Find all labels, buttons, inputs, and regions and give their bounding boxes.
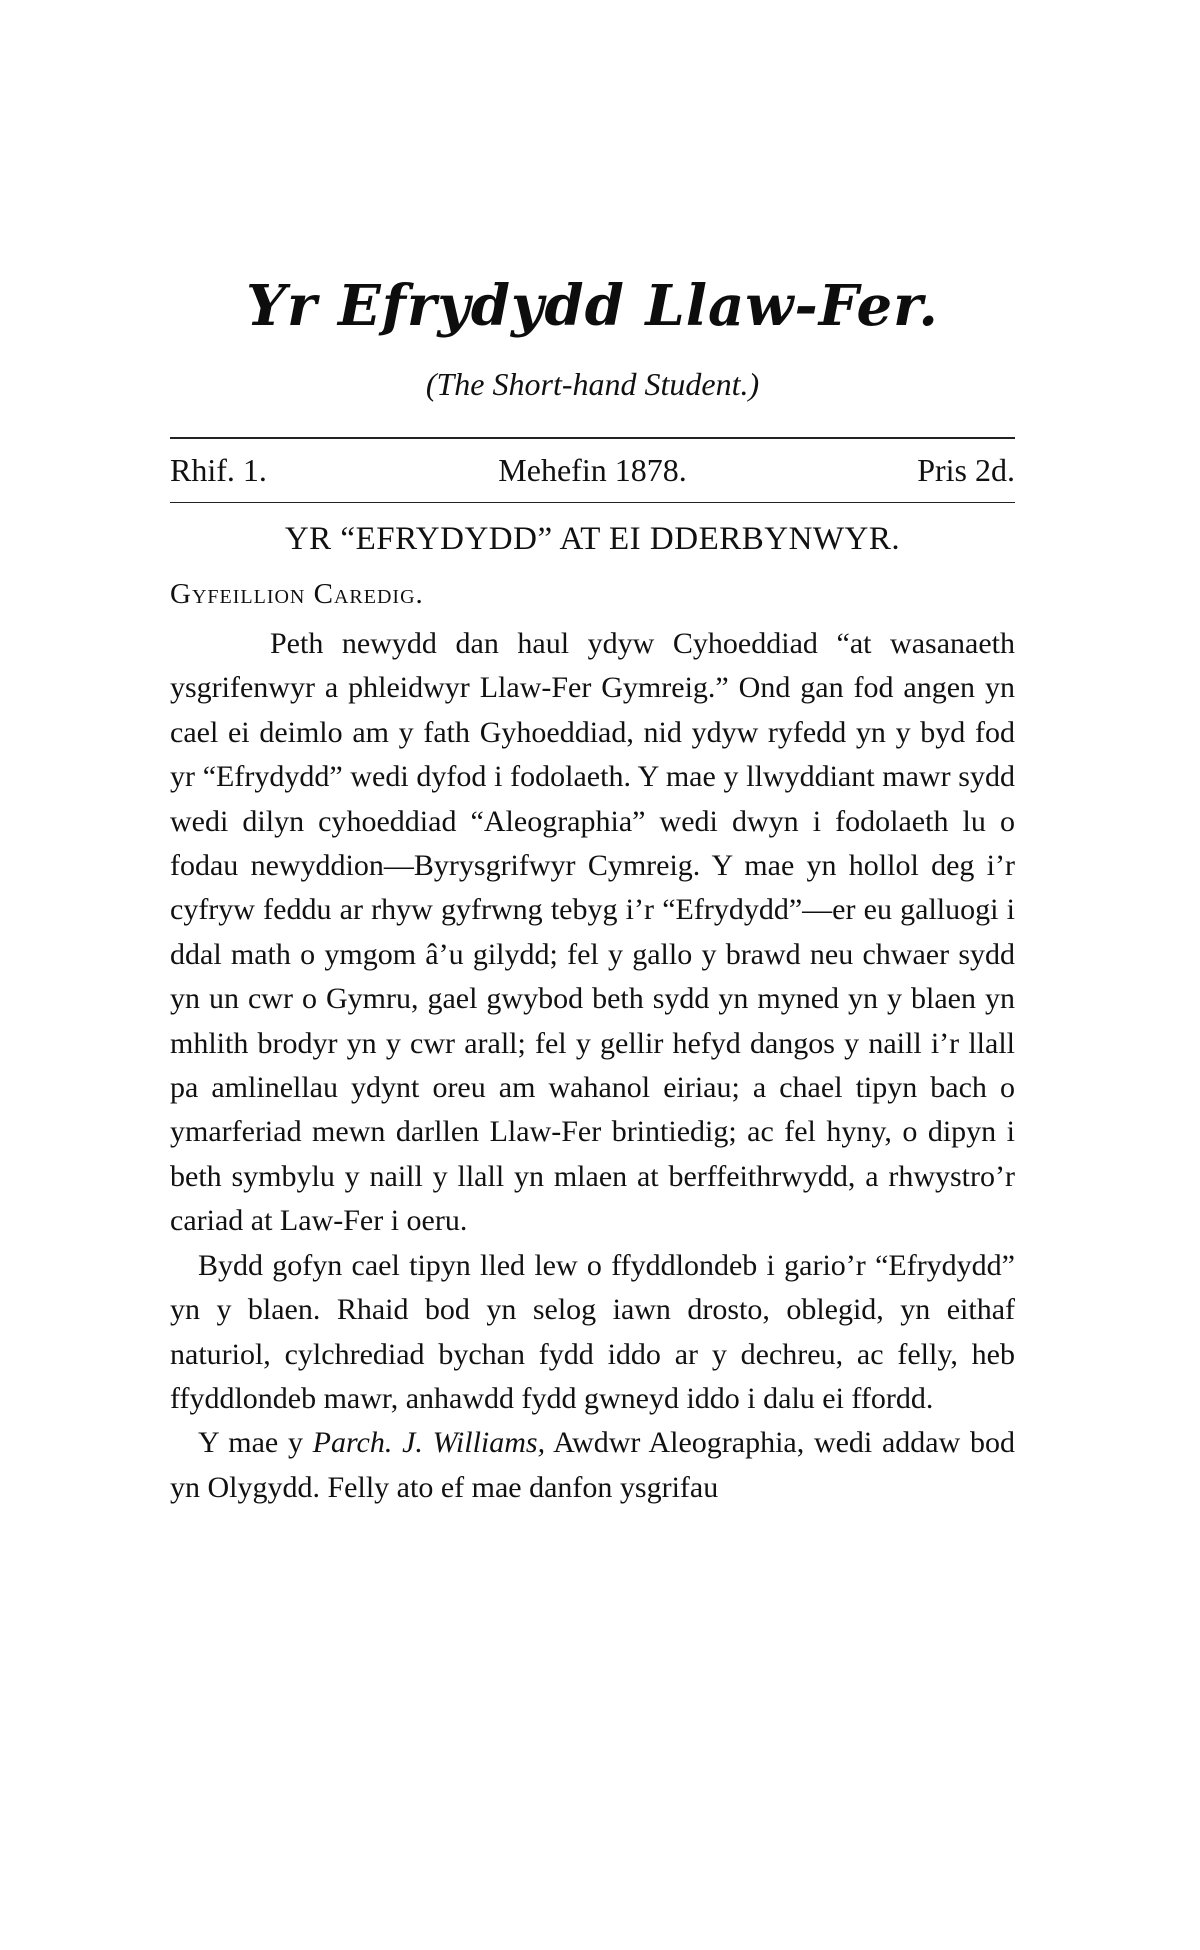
- top-rule: [170, 437, 1015, 439]
- paragraph-2: Bydd gofyn cael tipyn lled lew o ffyddlondeb i gario’r “Efrydydd” yn y blaen. Rhaid bod yn selog iawn drosto, oblegid, yn eithaf naturiol, cylchrediad bychan fydd iddo ar y dechreu, ac felly, heb ffyddlondeb mawr, anhawdd fydd gwneyd iddo i dalu ei ffordd.: [170, 1248, 1015, 1415]
- masthead-subtitle: (The Short-hand Student.): [425, 366, 760, 402]
- issue-price: Pris 2d.: [917, 452, 1015, 488]
- issue-number: Rhif. 1.: [170, 452, 267, 488]
- masthead-title: Yr Efrydydd Llaw-Fer.: [246, 273, 939, 339]
- article-heading: YR “EFRYDYDD” AT EI DDERBYNWYR.: [284, 521, 901, 557]
- paragraph-1: Peth newydd dan haul ydyw Cyhoeddiad “at wasanaeth ysgrifenwyr a phleidwyr Llaw-Fer Gymreig.” Ond gan fod angen yn cael ei deimlo am y fath Gyhoeddiad, nid ydyw ryfedd yn y byd fod yr “Efrydydd” wedi dyfod i fodolaeth. Y mae y llwyddiant mawr sydd wedi dilyn cyhoeddiad “Aleographia” wedi dwyn i fodolaeth lu o fodau newyddion—Byrysgrifwyr Cymreig. Y mae yn hollol deg i’r cyfryw feddu ar rhyw gyfrwng tebyg i’r “Efrydydd”—er eu galluogi i ddal math o ymgom â’u gilydd; fel y gallo y brawd neu chwaer sydd yn un cwr o Gymru, gael gwybod beth sydd yn myned yn y blaen yn mhlith brodyr yn y cwr arall; fel y gellir hefyd dangos y naill i’r llall pa amlinellau ydynt oreu am wahanol eiriau; a chael tipyn bach o ymarferiad mewn darllen Llaw-Fer brintiedig; ac fel hyny, o dipyn i beth symbylu y naill y llall yn mlaen at berffeithrwydd, a rhwystro’r cariad at Law-Fer i oeru.: [170, 627, 1015, 1238]
- paragraph-3-start: Y mae y: [198, 1426, 313, 1460]
- article-body: [170, 622, 1015, 1510]
- salutation: Gyfeillion Caredig.: [170, 578, 424, 610]
- issue-line: [170, 448, 1015, 492]
- issue-date: Mehefin 1878.: [498, 452, 687, 488]
- paragraph-3-end: Awdwr Aleographia, wedi addaw bod yn Olygydd. Felly ato ef mae danfon ysgrifau: [170, 1426, 1015, 1504]
- paragraph-3: [170, 1421, 1015, 1510]
- document-page: [170, 0, 1015, 1950]
- editor-name: Parch. J. Williams,: [312, 1426, 546, 1460]
- bottom-rule: [170, 502, 1015, 503]
